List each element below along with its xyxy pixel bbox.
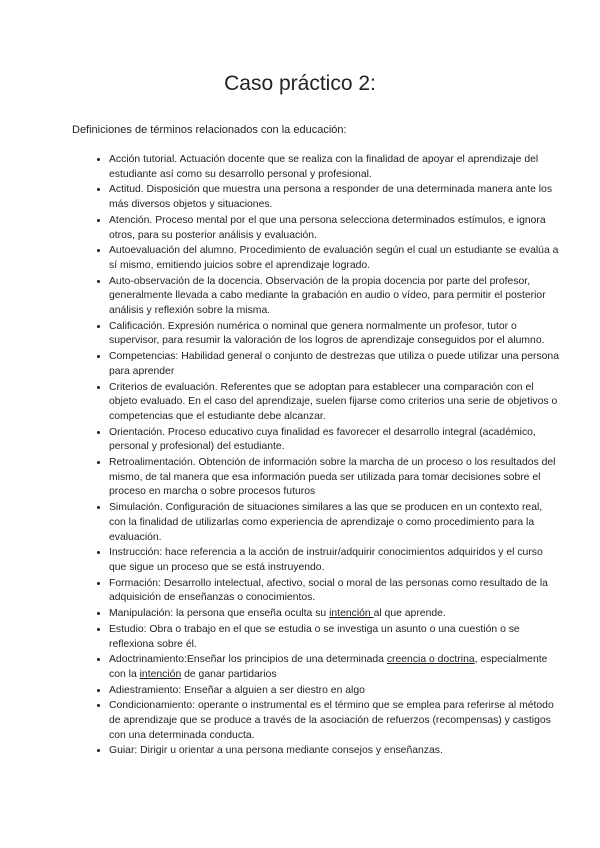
- definition-text: Autoevaluación del alumno. Procedimiento de evaluación según el cual un estudiante se evalúa a sí mismo, emitiendo juicios sobre el aprendizaje logrado.: [109, 245, 559, 271]
- page-title: Caso práctico 2:: [224, 72, 376, 95]
- list-item: [109, 743, 559, 759]
- list-item: [109, 349, 559, 379]
- list-item: [109, 683, 559, 699]
- list-item: [109, 182, 559, 212]
- definition-text: Formación: Desarrollo intelectual, afectivo, social o moral de las personas como resultado de la adquisición de enseñanzas o conocimientos.: [109, 577, 548, 604]
- list-item: [109, 576, 559, 606]
- definition-text: Acción tutorial. Actuación docente que se realiza con la finalidad de apoyar el aprendizaje del estudiante así como su desarrollo personal y profesional.: [109, 154, 539, 180]
- definition-text: Adoctrinamiento:Enseñar los principios de una determinada: [109, 654, 387, 666]
- definition-text: Estudio: Obra o trabajo en el que se estudia o se investiga un asunto o una cuestión o se reflexiona sobre él.: [109, 623, 520, 650]
- definition-text: Guiar: Dirigir u orientar a una persona mediante consejos y enseñanzas.: [109, 745, 443, 757]
- definition-text: Adiestramiento: Enseñar a alguien a ser diestro en algo: [109, 684, 365, 696]
- definition-text: Calificación. Expresión numérica o nominal que genera normalmente un profesor, tutor o supervisor, para resumir la valoración de los logros de aprendizaje conseguidos por el alumno.: [109, 320, 545, 347]
- definition-text: Manipulación: la persona que enseña oculta su: [109, 608, 330, 620]
- list-item: [109, 152, 559, 182]
- intencion-link[interactable]: intención: [329, 608, 374, 620]
- list-item: [109, 380, 559, 425]
- definition-text: Orientación. Proceso educativo cuya finalidad es favorecer el desarrollo integral (académico, personal y profesional) del estudiante.: [109, 426, 536, 453]
- definition-text: , especialmente con la: [109, 654, 548, 680]
- list-item: [109, 274, 559, 319]
- list-item: [109, 319, 559, 349]
- definition-text: Atención. Proceso mental por el que una persona selecciona determinados estímulos, e ignora otros, para su posterior análisis y evaluación.: [109, 214, 546, 241]
- definition-text: al que aprende.: [373, 608, 446, 620]
- definition-text: de ganar partidarios: [181, 668, 277, 680]
- list-item: [109, 425, 559, 455]
- list-item: [109, 455, 559, 500]
- definition-text: Retroalimentación. Obtención de información sobre la marcha de un proceso o los resultados del mismo, de tal manera que esa información pueda ser utilizada para tomar decisiones sobre el proceso en marcha o sobre procesos futuros: [109, 457, 556, 498]
- definition-text: Auto-observación de la docencia. Observación de la propia docencia por parte del profesor, generalmente llevada a cabo mediante la grabación en audio o vídeo, para permitir el posterior análisis y reflexión sobre la misma.: [109, 275, 546, 317]
- creencia-doctrina-link[interactable]: creencia o doctrina: [386, 654, 475, 666]
- definition-text: Condicionamiento: operante o instrumental es el término que se emplea para referirse al método de aprendizaje que se produce a través de la asociación de refuerzos (recompensas) y castigos con una determinada conducta.: [109, 700, 554, 741]
- list-item: [109, 500, 559, 545]
- definition-text: Instrucción: hace referencia a la acción de instruir/adquirir conocimientos adquiridos y el curso que sigue un proceso que se está instruyendo.: [109, 547, 543, 573]
- list-item: [109, 213, 559, 243]
- list-item: [109, 622, 559, 652]
- definition-text: Simulación. Configuración de situaciones similares a las que se producen en un contexto real, con la finalidad de utilizarlas como experiencia de aprendizaje o como procedimiento para la evaluación.: [109, 502, 543, 543]
- intro-text: Definiciones de términos relacionados con la educación:: [72, 124, 347, 136]
- intencion-link[interactable]: intención: [139, 668, 182, 680]
- definition-text: Competencias: Habilidad general o conjunto de destrezas que utiliza o puede utilizar una persona para aprender: [109, 351, 559, 377]
- list-item: [109, 545, 559, 575]
- list-item: [109, 698, 559, 743]
- list-item: [109, 243, 559, 273]
- list-item: [109, 652, 559, 682]
- definitions-list: [85, 152, 559, 759]
- definition-text: Criterios de evaluación. Referentes que se adoptan para establecer una comparación con el objeto evaluado. En el caso del aprendizaje, suelen fijarse como criterios una serie de objetivos o competencias que el estudiante debe alcanzar.: [109, 381, 558, 422]
- definition-text: Actitud. Disposición que muestra una persona a responder de una determinada manera ante los más diversos objetos y situaciones.: [109, 184, 553, 211]
- list-item: [109, 606, 559, 622]
